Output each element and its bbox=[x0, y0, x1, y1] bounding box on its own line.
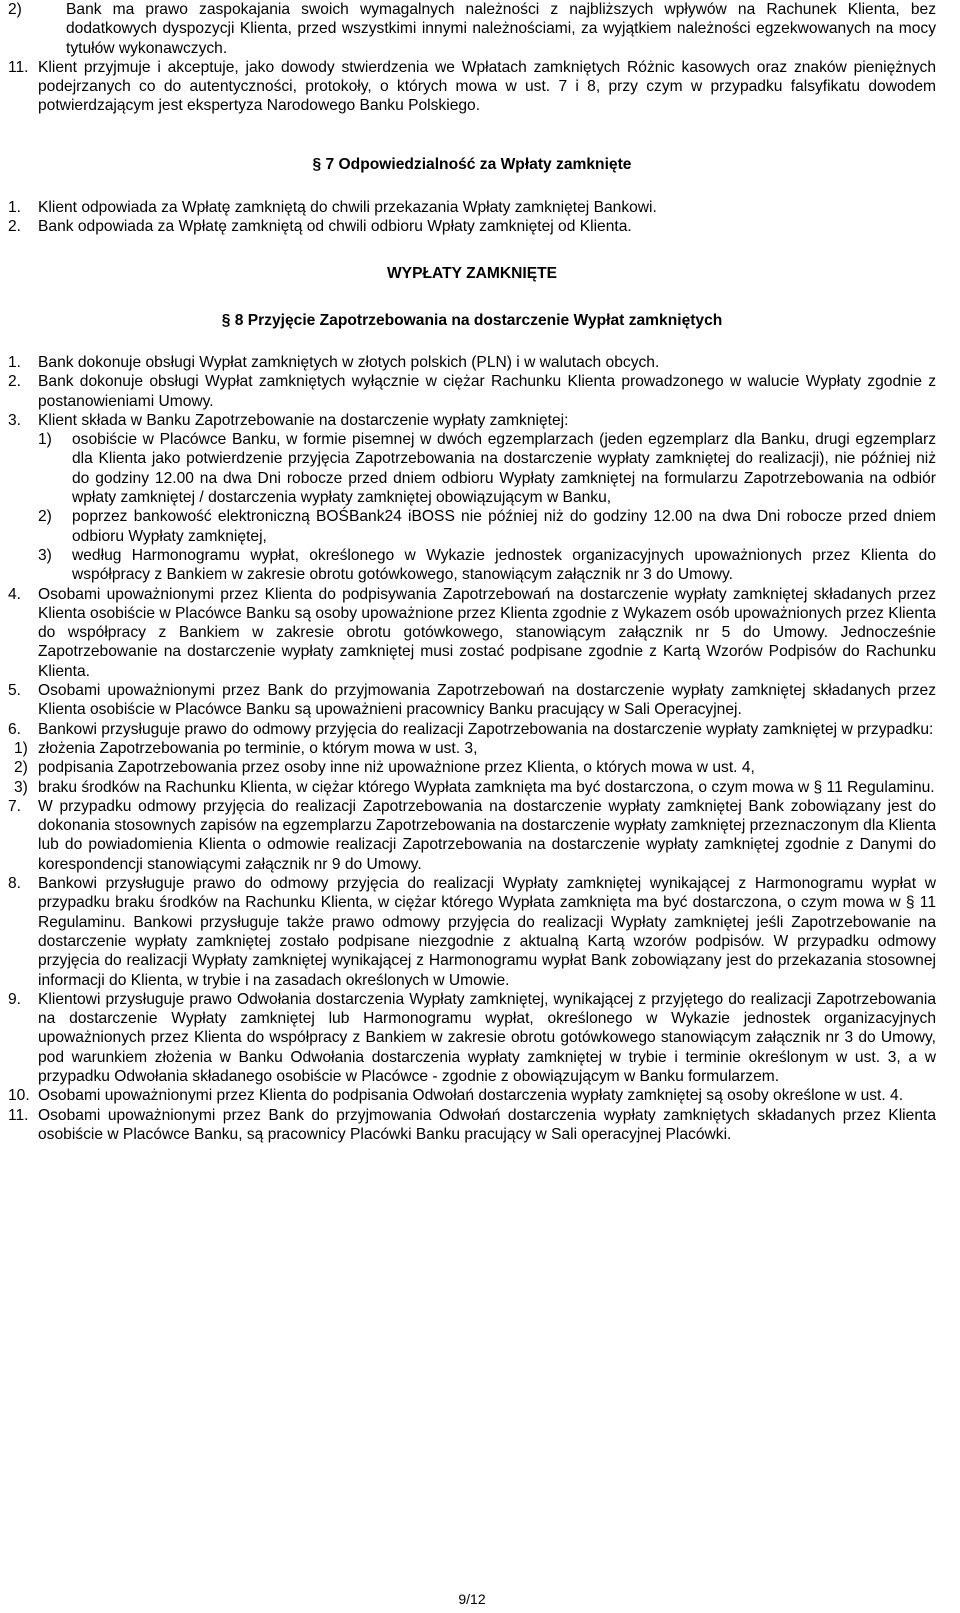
item-text: Osobami upoważnionymi przez Klienta do podpisywania Zapotrzebowań na dostarczenie wypłaty zamkniętej składanych przez Klienta osobiście w Placówce Banku są osoby upoważnione przez Klienta zgodnie z Wykazem osób upoważnionych przez Klienta do współpracy z Bankiem w zakresie obrotu gotówkowego, stanowiącym załącznik nr 5 do Umowy. Jednocześnie Zapotrzebowanie na dostarczenie wypłaty zamkniętej musi zostać podpisane zgodnie z Kartą Wzorów Podpisów do Rachunku Klienta. bbox=[38, 585, 936, 680]
item-number: 7. bbox=[8, 797, 22, 815]
sub-item-number: 2) bbox=[14, 759, 28, 777]
item-number: 10. bbox=[8, 1087, 30, 1105]
section-heading: § 7 Odpowiedzialność za Wpłaty zamknięte bbox=[312, 156, 632, 173]
list-item bbox=[8, 797, 936, 874]
item-number: 11. bbox=[8, 1106, 29, 1124]
item-number: 2. bbox=[8, 373, 22, 391]
list-item bbox=[8, 990, 936, 1086]
item-text: W przypadku odmowy przyjęcia do realizacji Zapotrzebowania na dostarczenie wypłaty zamkniętej Bank zobowiązany jest do dokonania stosownych zapisów na egzemplarzu Zapotrzebowania na dostarczenie wypłaty zamkniętej przeznaczonym dla Klienta lub do powiadomienia Klienta o odmowie realizacji Zapotrzebowania na dostarczenie wypłaty zamkniętej zgodnie z Danymi do korespondencji stanowiącymi załącznik nr 9 do Umowy. bbox=[38, 797, 936, 873]
item-text: Klientowi przysługuje prawo Odwołania dostarczenia Wypłaty zamkniętej, wynikającej z przyjętego do realizacji Zapotrzebowania na dostarczenie Wypłaty zamkniętej lub Harmonogramu wypłat, określonego w Wykazie jednostek organizacyjnych upoważnionych przez Klienta do współpracy z Bankiem w zakresie obrotu gotówkowego stanowiącym załącznik nr 3 do Umowy, pod warunkiem złożenia w Banku Odwołania dostarczenia wypłaty zamkniętej w trybie i terminie określonym w ust. 3, a w przypadku Odwołania składanego osobiście w Placówce - zgodnie z obowiązującym w Banku formularzem. bbox=[38, 990, 936, 1085]
item-text: Bank odpowiada za Wpłatę zamkniętą od chwili odbioru Wpłaty zamkniętej od Klienta. bbox=[38, 218, 632, 236]
list-item bbox=[8, 1086, 936, 1105]
list-item bbox=[8, 874, 936, 990]
item-number: 6. bbox=[8, 720, 22, 738]
item-number: 3. bbox=[8, 411, 22, 429]
item-number: 8. bbox=[8, 875, 22, 893]
sub-item-number: 1) bbox=[14, 739, 28, 757]
section-7-list bbox=[8, 198, 936, 237]
item-number: 11. bbox=[8, 58, 29, 76]
wyplaty-heading-block bbox=[8, 264, 936, 283]
section-8-list bbox=[8, 353, 936, 1144]
sub-item-text: poprzez bankowość elektroniczną BOŚBank24 iBOSS nie później niż do godziny 12.00 na dwa Dni robocze przed dniem odbioru Wypłaty zamkniętej, bbox=[72, 508, 936, 545]
list-item bbox=[8, 681, 936, 720]
list-item bbox=[8, 372, 936, 411]
sub-item-number: 2) bbox=[38, 508, 52, 526]
sub-item-text: złożenia Zapotrzebowania po terminie, o którym mowa w ust. 3, bbox=[38, 739, 478, 757]
section-8-heading-block bbox=[8, 311, 936, 330]
sub-item-text: podpisania Zapotrzebowania przez osoby inne niż upoważnione przez Klienta, o których mowa w ust. 4, bbox=[38, 759, 755, 777]
list-item bbox=[8, 353, 936, 372]
list-item bbox=[8, 58, 936, 116]
sub-item-number: 3) bbox=[14, 778, 28, 796]
sub-list-item bbox=[8, 430, 936, 507]
item-number: 2. bbox=[8, 218, 22, 236]
item-number: 9. bbox=[8, 990, 22, 1008]
item-number: 1. bbox=[8, 354, 22, 371]
sub-list-item bbox=[8, 758, 936, 777]
sub-item-number: 3) bbox=[38, 546, 52, 564]
list-item bbox=[8, 411, 936, 430]
item-number: 5. bbox=[8, 682, 22, 700]
sub-list-item bbox=[8, 546, 936, 585]
item-text: Osobami upoważnionymi przez Bank do przyjmowania Odwołań dostarczenia wypłaty zamkniętych składanych przez Klienta osobiście w Placówce Banku, są pracownicy Placówki Banku pracujący w Sali operacyjnej Placówki. bbox=[38, 1106, 936, 1143]
sub-list-item bbox=[8, 739, 936, 758]
item-text: Bank dokonuje obsługi Wypłat zamkniętych wyłącznie w ciężar Rachunku Klienta prowadzonego w walucie Wypłaty zgodnie z postanowieniami Umowy. bbox=[38, 373, 936, 410]
intro-block bbox=[8, 0, 936, 116]
section-7 bbox=[8, 155, 936, 174]
item-text: Klient składa w Banku Zapotrzebowanie na dostarczenie wypłaty zamkniętej: bbox=[38, 411, 569, 429]
item-number: 4. bbox=[8, 585, 22, 603]
item-text: Bankowi przysługuje prawo do odmowy przyjęcia do realizacji Zapotrzebowania na dostarczenie wypłaty zamkniętej w przypadku: bbox=[38, 720, 934, 738]
item-text: Bank dokonuje obsługi Wypłat zamkniętych w złotych polskich (PLN) i w walutach obcych. bbox=[38, 354, 660, 371]
item-text: Osobami upoważnionymi przez Bank do przyjmowania Zapotrzebowań na dostarczenie wypłaty zamkniętej składanych przez Klienta osobiście w Placówce Banku są upoważnieni pracownicy Banku pracujący w Sali Operacyjnej. bbox=[38, 682, 936, 719]
sub-item-text: według Harmonogramu wypłat, określonego w Wykazie jednostek organizacyjnych upoważnionych przez Klienta do współpracy z Bankiem w zakresie obrotu gotówkowego, stanowiącym załącznik nr 3 do Umowy. bbox=[72, 546, 936, 584]
list-item bbox=[8, 1106, 936, 1145]
item-text: Bankowi przysługuje prawo do odmowy przyjęcia do realizacji Wypłaty zamkniętej wynikającej z Harmonogramu wypłat w przypadku braku środków na Rachunku Klienta, w ciężar którego Wypłata zamknięta ma być dostarczona, o czym mowa w § 11 Regulaminu. Bankowi przysługuje także prawo odmowy przyjęcia do realizacji Wypłaty zamkniętej jeśli Zapotrzebowanie na dostarczenie wypłaty zamkniętej zostało podpisane niezgodnie z aktualną Kartą wzorów podpisów. W przypadku odmowy przyjęcia do realizacji Wypłaty zamkniętej wynikającej z Harmonogramu wypłat Bank zobowiązany jest do przekazania stosownej informacji do Klienta, w trybie i na zasadach określonych w Umowie. bbox=[38, 875, 936, 989]
item-text: Klient odpowiada za Wpłatę zamkniętą do chwili przekazania Wpłaty zamkniętej Bankowi. bbox=[38, 199, 657, 216]
sub-item-number: 1) bbox=[38, 431, 52, 449]
item-text: Bank ma prawo zaspokajania swoich wymagalnych należności z najbliższych wpływów na Rachunek Klienta, bez dodatkowych dyspozycji Klienta, przed wszystkimi innymi należnościami, za wyjątkiem należności egzekwowanych na mocy tytułów wykonawczych. bbox=[66, 1, 936, 57]
item-text: Klient przyjmuje i akceptuje, jako dowody stwierdzenia we Wpłatach zamkniętych Różnic kasowych oraz znaków pieniężnych podejrzanych co do autentyczności, protokoły, o których mowa w ust. 7 i 8, przy czym w przypadku falsyfikatu dowodem potwierdzającym jest ekspertyza Narodowego Banku Polskiego. bbox=[38, 58, 936, 115]
item-number: 1. bbox=[8, 199, 22, 216]
sub-item-text: osobiście w Placówce Banku, w formie pisemnej w dwóch egzemplarzach (jeden egzemplarz dla Banku, drugi egzemplarz dla Klienta jako potwierdzenie przyjęcia Zapotrzebowania na dostarczenie wypłaty zamkniętej do realizacji), nie później niż do godziny 12.00 na dwa Dni robocze przed dniem odbioru Wypłaty zamkniętej na formularzu Zapotrzebowania na odbiór wpłaty zamkniętej / dostarczenia wypłaty zamkniętej obowiązującym w Banku, bbox=[72, 431, 936, 507]
item-text: Osobami upoważnionymi przez Klienta do podpisania Odwołań dostarczenia wypłaty zamkniętej są osoby określone w ust. 4. bbox=[38, 1087, 904, 1105]
page-number: 9/12 bbox=[458, 1591, 486, 1607]
list-item bbox=[8, 720, 936, 739]
section-heading: § 8 Przyjęcie Zapotrzebowania na dostarczenie Wypłat zamkniętych bbox=[221, 312, 723, 329]
sub-list-item bbox=[8, 507, 936, 546]
list-item bbox=[8, 198, 936, 217]
sub-list-item bbox=[8, 778, 936, 797]
item-number: 2) bbox=[8, 1, 22, 18]
list-item bbox=[8, 585, 936, 681]
sub-item-text: braku środków na Rachunku Klienta, w ciężar którego Wypłata zamknięta ma być dostarczona, o czym mowa w § 11 Regulaminu. bbox=[38, 778, 935, 796]
list-item bbox=[8, 0, 936, 58]
list-item bbox=[8, 217, 936, 236]
chapter-heading: WYPŁATY ZAMKNIĘTE bbox=[386, 265, 558, 282]
